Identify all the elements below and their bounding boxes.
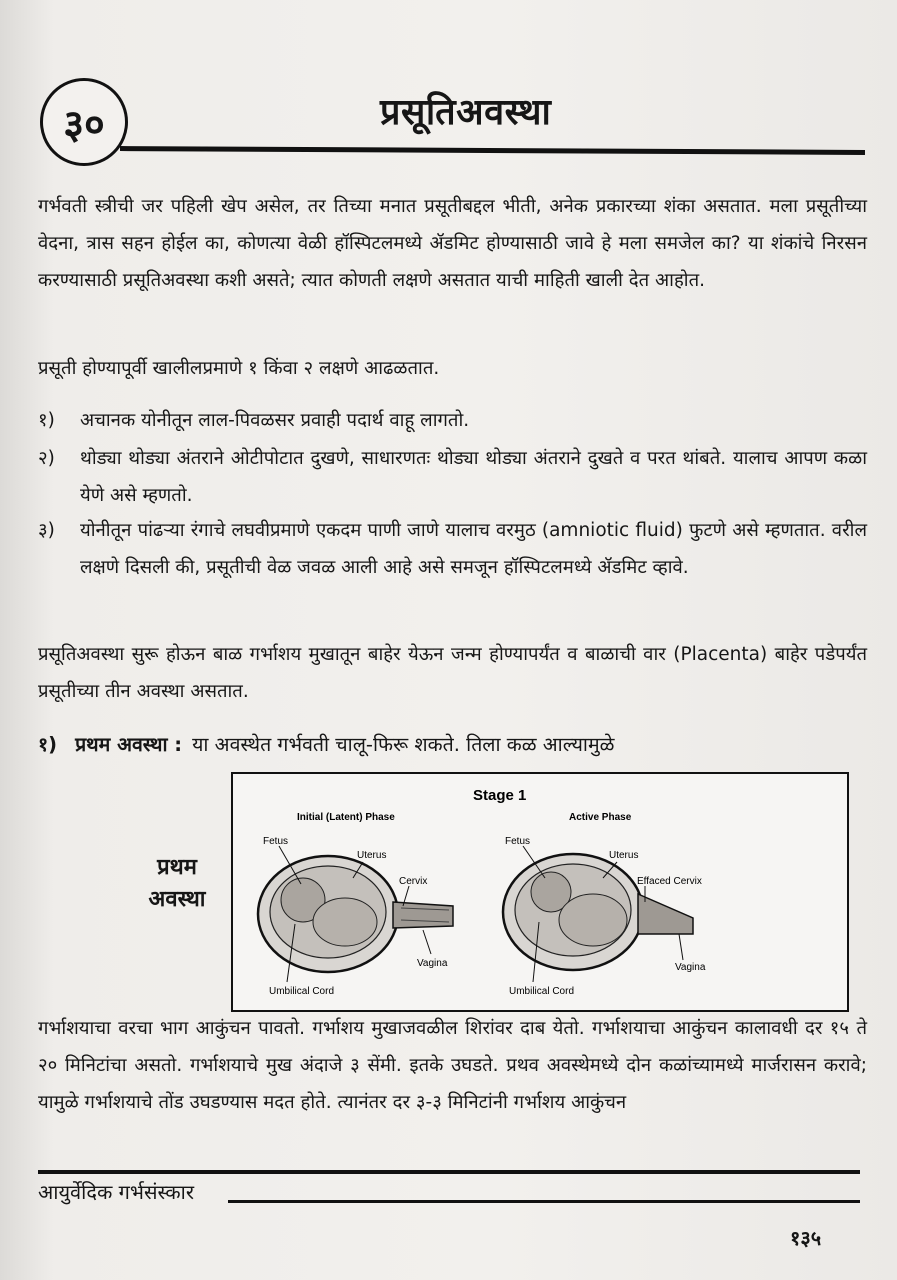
- right-label-cord: Umbilical Cord: [509, 986, 575, 997]
- chapter-number: ३०: [63, 101, 105, 148]
- figure-title: Stage 1: [473, 787, 527, 804]
- signs-intro: प्रसूती होण्यापूर्वी खालीलप्रमाणे १ किंवा २ लक्षणे आढळतात.: [38, 358, 440, 379]
- stage1-number: १): [38, 733, 58, 756]
- intro-paragraph: गर्भवती स्त्रीची जर पहिली खेप असेल, तर तिच्या मनात प्रसूतीबद्दल भीती, अनेक प्रकारच्या शंका असतात. मला प्रसूतीच्या वेदना, त्रास सहन होईल का, कोणत्या वेळी हॉस्पिटलमध्ये ॲडमिट होण्यासाठी जावे हे मला समजेल का? या शंकांचे निरसन करण्यासाठी प्रसूतिअवस्था कशी असते; त्यात कोणती लक्षणे असतात याची माहिती खाली देत आहोत.: [38, 196, 867, 291]
- right-label-effaced-cervix: Effaced Cervix: [637, 876, 702, 887]
- sign-text: योनीतून पांढऱ्या रंगाचे लघवीप्रमाणे एकदम पाणी जाणे यालाच वरमुठ (amniotic fluid) फुटणे असे म्हणतात. वरील लक्षणे दिसली की, प्रसूतीची वेळ जवळ आली आहे असे समजून हॉस्पिटलमध्ये ॲडमिट व्हावे.: [80, 520, 867, 578]
- left-phase-heading: Initial (Latent) Phase: [297, 812, 395, 823]
- right-label-vagina: Vagina: [675, 962, 706, 973]
- stages-intro: प्रसूतिअवस्था सुरू होऊन बाळ गर्भाशय मुखातून बाहेर येऊन जन्म होण्यापर्यंत व बाळाची वार (Placenta) बाहेर पडेपर्यंत प्रसूतीच्या तीन अवस्था असतात.: [38, 644, 867, 702]
- stage1-figure: [231, 772, 849, 1012]
- chapter-number-badge: [40, 78, 128, 166]
- left-label-fetus: Fetus: [263, 836, 289, 847]
- sign-number: १): [38, 410, 55, 431]
- stage1-diagram: [233, 774, 847, 1010]
- sign-text: थोड्या थोड्या अंतराने ओटीपोटात दुखणे, साधारणतः थोड्या थोड्या अंतराने दुखते व परत थांबते. यालाच आपण कळा येणे असे म्हणतो.: [80, 448, 867, 506]
- footer-rule: [38, 1170, 860, 1174]
- right-label-uterus: Uterus: [609, 850, 639, 861]
- left-label-cervix: Cervix: [399, 876, 428, 887]
- sign-number: ३): [38, 520, 55, 541]
- footer-book-title: आयुर्वेदिक गर्भसंस्कार: [38, 1180, 195, 1204]
- title-underline: [120, 146, 865, 155]
- stage1-heading: [38, 726, 614, 763]
- stage1-continued-paragraph: गर्भाशयाचा वरचा भाग आकुंचन पावतो. गर्भाशय मुखाजवळील शिरांवर दाब येतो. गर्भाशयाचा आकुंचन कालावधी दर १५ ते २० मिनिटांचा असतो. गर्भाशयाचे मुख अंदाजे ३ सेंमी. इतके उघडते. प्रथव अवस्थेमध्ये दोन कळांच्यामध्ये मार्जरासन करावे; यामुळे गर्भाशयाचे तोंड उघडण्यास मदत होते. त्यानंतर दर ३-३ मिनिटांनी गर्भाशय आकुंचन: [38, 1018, 867, 1113]
- left-label-vagina: Vagina: [417, 958, 448, 969]
- right-label-fetus: Fetus: [505, 836, 531, 847]
- chapter-title: प्रसूतिअवस्था: [380, 92, 552, 133]
- sign-number: २): [38, 448, 55, 469]
- sign-item-3: [38, 512, 867, 586]
- sign-text: अचानक योनीतून लाल-पिवळसर प्रवाही पदार्थ वाहू लागतो.: [80, 410, 470, 431]
- right-phase-heading: Active Phase: [569, 812, 632, 823]
- left-label-uterus: Uterus: [357, 850, 387, 861]
- footer-page-number: १३५: [790, 1226, 822, 1250]
- footer-rule-secondary: [228, 1200, 860, 1203]
- figure-side-label: प्रथम अवस्था: [148, 855, 206, 912]
- sign-item-2: [38, 440, 867, 514]
- stage1-label: प्रथम अवस्था :: [75, 733, 183, 756]
- sign-item-1: [38, 402, 867, 439]
- left-label-cord: Umbilical Cord: [269, 986, 335, 997]
- stage1-text: या अवस्थेत गर्भवती चालू-फिरू शकते. तिला कळ आल्यामुळे: [192, 733, 615, 756]
- active-phase-illustration: [503, 846, 693, 982]
